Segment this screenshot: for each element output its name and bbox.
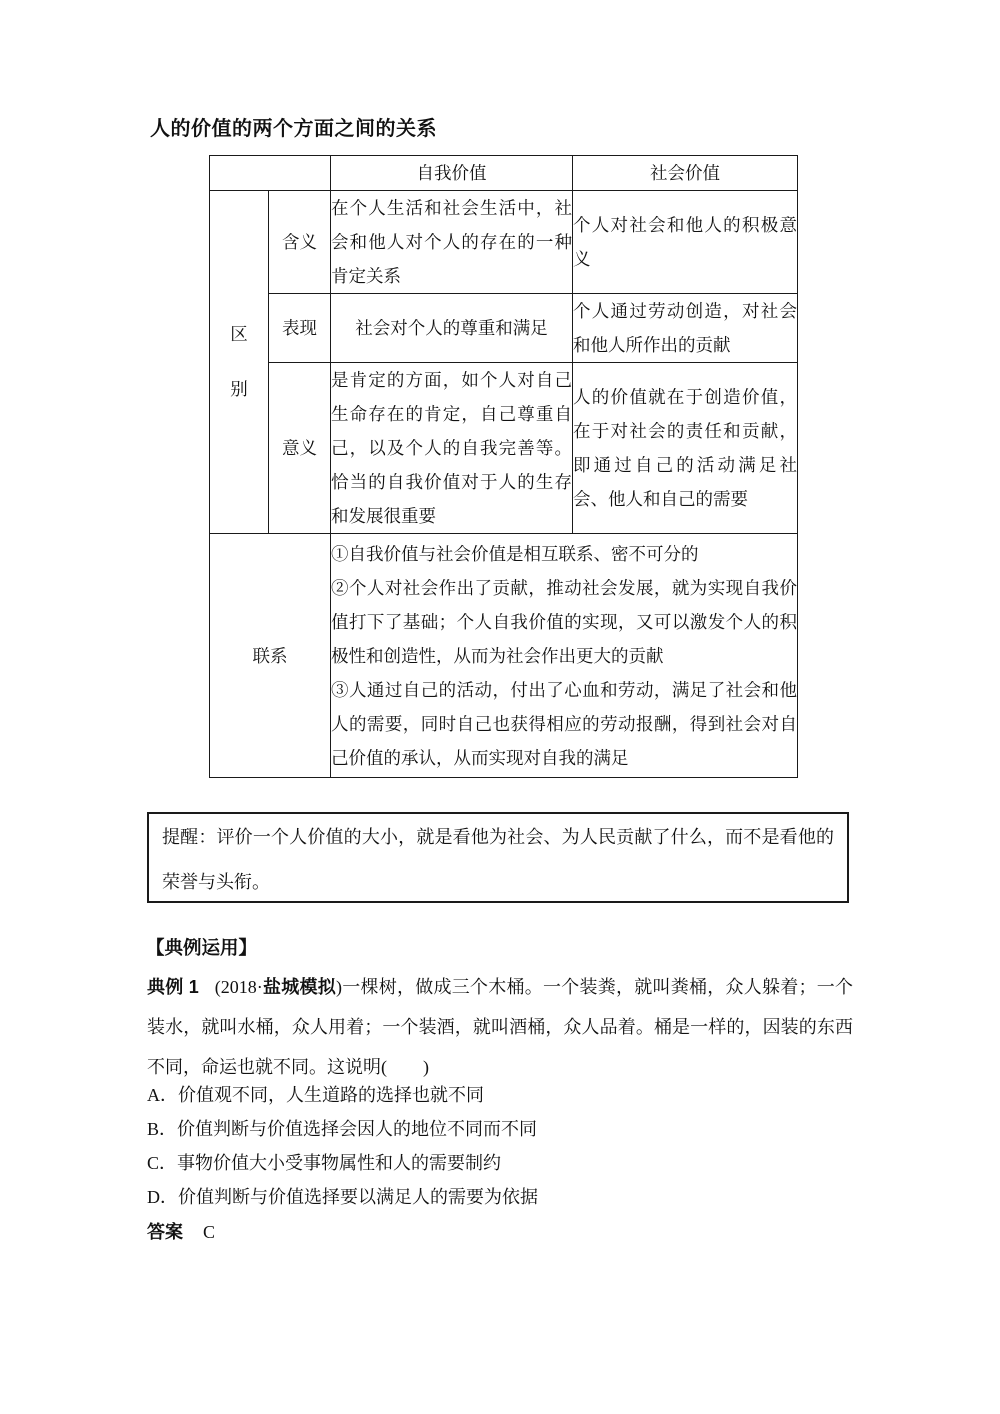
table-corner-cell bbox=[210, 156, 331, 191]
connection-point-2: ②个人对社会作出了贡献，推动社会发展，就为实现自我价值打下了基础；个人自我价值的实现，又可以激发个人的积极性和创造性，从而为社会作出更大的贡献 bbox=[331, 577, 797, 666]
manifestation-self-cell: 社会对个人的尊重和满足 bbox=[331, 294, 573, 363]
answer-label: 答案 bbox=[147, 1222, 183, 1242]
meaning-social-cell: 个人对社会和他人的积极意义 bbox=[573, 191, 798, 294]
table-row-manifestation bbox=[210, 294, 798, 363]
row-label-manifestation: 表现 bbox=[269, 294, 331, 363]
distinction-label: 区别 bbox=[230, 324, 248, 399]
example-source: 盐城模拟 bbox=[262, 977, 337, 997]
column-header-social-value: 社会价值 bbox=[573, 156, 798, 191]
option-c: C．事物价值大小受事物属性和人的需要制约 bbox=[147, 1153, 502, 1173]
significance-self-cell: 是肯定的方面，如个人对自己生命存在的肯定，自己尊重自己，以及个人的自我完善等。恰当的自我价值对于人的生存和发展很重要 bbox=[331, 363, 573, 534]
connection-point-3: ③人通过自己的活动，付出了心血和劳动，满足了社会和他人的需要，同时自己也获得相应的劳动报酬，得到社会对自己价值的承认，从而实现对自我的满足 bbox=[331, 679, 797, 768]
row-group-label-distinction bbox=[210, 191, 269, 534]
row-label-significance: 意义 bbox=[269, 363, 331, 534]
option-d: D．价值判断与价值选择要以满足人的需要为依据 bbox=[147, 1187, 538, 1207]
option-b: B．价值判断与价值选择会因人的地位不同而不同 bbox=[147, 1119, 538, 1139]
answer-value: C bbox=[203, 1222, 216, 1242]
connection-content-cell bbox=[331, 534, 798, 778]
meaning-self-cell: 在个人生活和社会生活中，社会和他人对个人的存在的一种肯定关系 bbox=[331, 191, 573, 294]
page-title: 人的价值的两个方面之间的关系 bbox=[150, 118, 437, 140]
example-label: 典例 1 bbox=[147, 977, 199, 997]
option-list bbox=[147, 1078, 857, 1214]
significance-social-cell: 人的价值就在于创造价值，在于对社会的责任和贡献，即通过自己的活动满足社会、他人和自己的需要 bbox=[573, 363, 798, 534]
table-row-meaning bbox=[210, 191, 798, 294]
column-header-self-value: 自我价值 bbox=[331, 156, 573, 191]
option-a: A．价值观不同，人生道路的选择也就不同 bbox=[147, 1085, 484, 1105]
reminder-text: 提醒：评价一个人价值的大小，就是看他为社会、为人民贡献了什么，而不是看他的荣誉与头衔。 bbox=[162, 827, 834, 892]
relation-table bbox=[209, 155, 798, 778]
table-row-significance bbox=[210, 363, 798, 534]
example-source-prefix: (2018· bbox=[214, 977, 263, 997]
row-label-meaning: 含义 bbox=[269, 191, 331, 294]
table-header-row bbox=[210, 156, 798, 191]
example-source-suffix: ) bbox=[336, 977, 343, 997]
reminder-box bbox=[147, 812, 849, 903]
connection-point-1: ①自我价值与社会价值是相互联系、密不可分的 bbox=[331, 543, 699, 564]
table-row-connection bbox=[210, 534, 798, 778]
section-heading: 【典例运用】 bbox=[146, 937, 258, 958]
example-question bbox=[147, 967, 853, 1087]
answer-line bbox=[147, 1215, 215, 1249]
row-label-connection: 联系 bbox=[210, 534, 331, 778]
manifestation-social-cell: 个人通过劳动创造，对社会和他人所作出的贡献 bbox=[573, 294, 798, 363]
example-question-text: 一棵树，做成三个木桶。一个装粪，就叫粪桶，众人躲着；一个装水，就叫水桶，众人用着；一个装酒，就叫酒桶，众人品着。桶是一样的，因装的东西不同，命运也就不同。这说明( ) bbox=[147, 977, 854, 1077]
